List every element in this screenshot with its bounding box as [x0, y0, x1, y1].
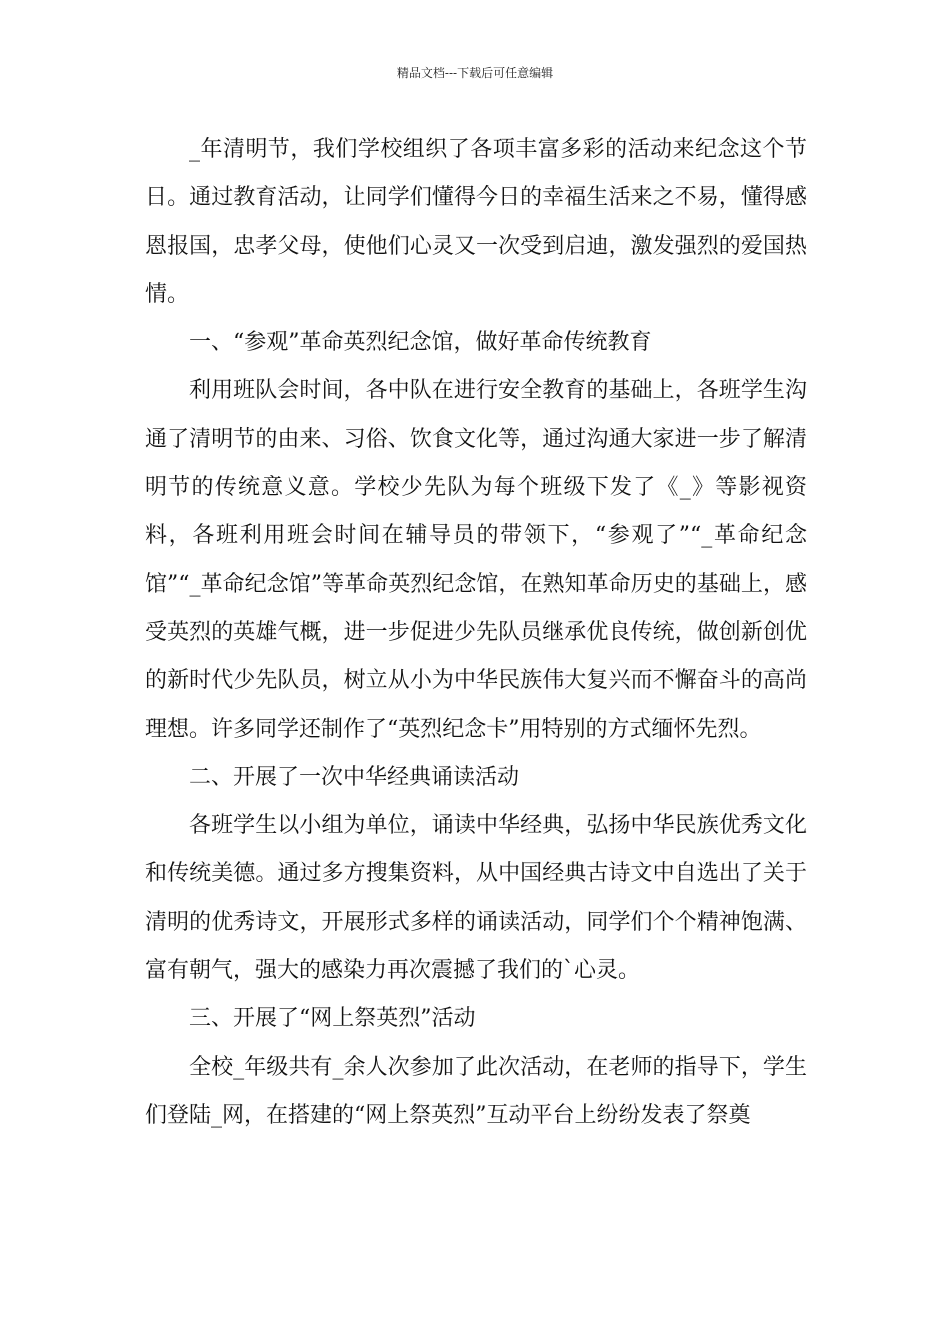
section-2-heading: 二、开展了一次中华经典诵读活动 — [189, 764, 520, 790]
section-3-paragraph: 全校_年级共有_余人次参加了此次活动，在老师的指导下，学生们登陆_网，在搭建的“网上祭英烈”互动平台上纷纷发表了祭奠 — [145, 1054, 807, 1128]
page-header: 精品文档---下载后可任意编辑 — [396, 66, 554, 80]
section-2-paragraph: 各班学生以小组为单位，诵读中华经典，弘扬中华民族优秀文化和传统美德。通过多方搜集资料，从中国经典古诗文中自选出了关于清明的优秀诗文，开展形式多样的诵读活动，同学们个个精神饱满、富有朝气，强大的感染力再次震撼了我们的`心灵。 — [145, 813, 807, 984]
section-1-heading: 一、“参观”革命英烈纪念馆，做好革命传统教育 — [189, 330, 652, 356]
document-body — [145, 126, 807, 1140]
section-1-paragraph: 利用班队会时间，各中队在进行安全教育的基础上，各班学生沟通了清明节的由来、习俗、饮食文化等，通过沟通大家进一步了解清明节的传统意义意。学校少先队为每个班级下发了《_》等影视资料，各班利用班会时间在辅导员的带领下，“参观了”“_革命纪念馆”“_革命纪念馆”等革命英烈纪念馆，在熟知革命历史的基础上，感受英烈的英雄气概，进一步促进少先队员继承优良传统，做创新创优的新时代少先队员，树立从小为中华民族伟大复兴而不懈奋斗的高尚理想。许多同学还制作了“英烈纪念卡”用特别的方式缅怀先烈。 — [145, 378, 807, 742]
intro-paragraph: _年清明节，我们学校组织了各项丰富多彩的活动来纪念这个节日。通过教育活动，让同学们懂得今日的幸福生活来之不易，懂得感恩报国，忠孝父母，使他们心灵又一次受到启迪，激发强烈的爱国热情。 — [145, 137, 807, 307]
section-3-heading: 三、开展了“网上祭英烈”活动 — [189, 1006, 476, 1032]
